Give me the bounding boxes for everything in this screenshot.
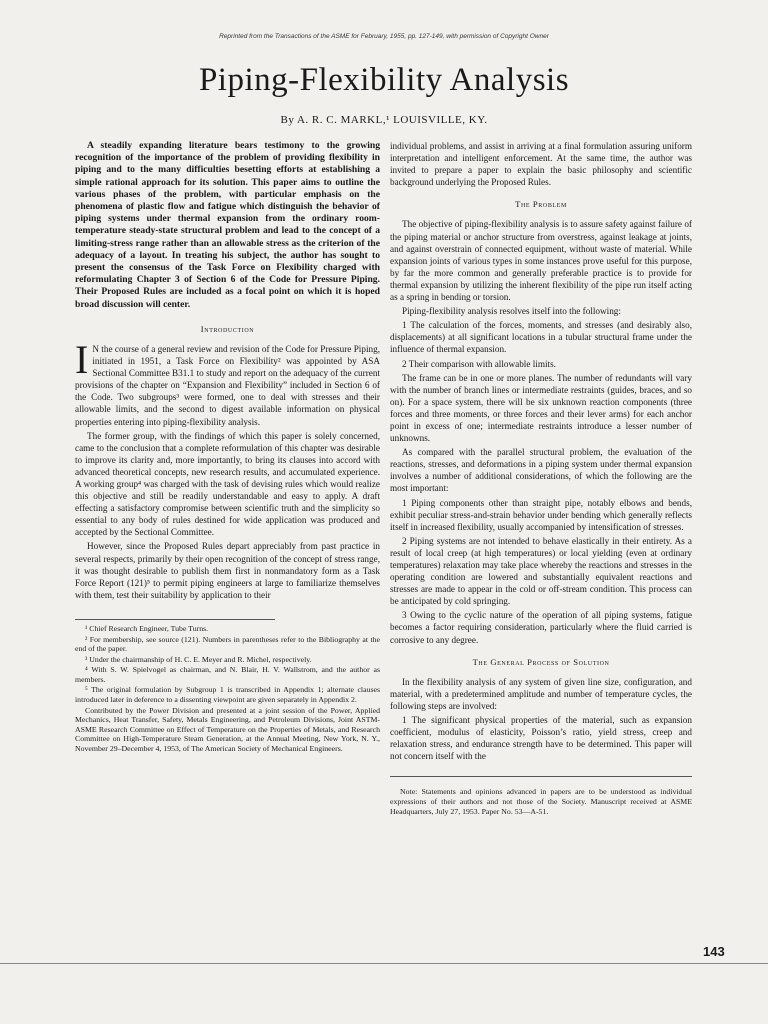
footnote-1: ¹ Chief Research Engineer, Tube Turns.: [85, 623, 209, 633]
consideration-item-2: 2 Piping systems are not intended to behave elastically in their entirety. As a result of local creep (at high temperatures) or local yielding (even at ordinary temperatures) relaxation may take place whereby the reactions and stresses in the operating condition are lowered and substantially equivalent reactions and stresses are made to appear in the cold or off-stream condition. This process can be anticipated by cold springing.: [390, 535, 692, 607]
page-number: 143: [703, 944, 725, 959]
solution-item-1: 1 The significant physical properties of the material, such as expansion coefficient, modulus of elasticity, Poisson’s ratio, yield stress, creep and relaxation stress, and endurance strength have to be determined. This paper will not concern itself with the: [390, 715, 692, 762]
left-column: [75, 140, 380, 755]
footnote-3: ³ Under the chairmanship of H. C. E. Meyer and R. Michel, respectively.: [85, 654, 312, 664]
introduction-heading: Introduction: [200, 323, 255, 334]
footnote-2: ² For membership, see source (121). Numbers in parentheses refer to the Bibliography at the end of the paper.: [75, 634, 380, 654]
intro-paragraph-1: [75, 336, 380, 428]
intro-paragraph-1-text: N the course of a general review and revision of the Code for Pressure Piping, initiated in 1951, a Task Force on Flexibility² was appointed by ASA Sectional Committee B31.1 to study and report on the adequacy of the current provisions of the chapter on “Expansion and Flexibility” included in Section 6 of the Code. Two subgroups³ were formed, one to deal with stresses and their allowable limits, and the second to digest available information on physical properties entering into piping-flexibility analysis.: [75, 343, 380, 427]
problem-paragraph-2: Piping-flexibility analysis resolves itself into the following:: [402, 306, 621, 317]
footnote-rule: [75, 619, 275, 620]
right-column: [390, 140, 692, 819]
author-byline: By A. R. C. MARKL,¹ LOUISVILLE, KY.: [280, 114, 488, 126]
footnote-5: ⁵ The original formulation by Subgroup 1 is transcribed in Appendix 1; alternate clauses introduced later in deference to a dissenting viewpoint are given separately in Appendix 2.: [75, 685, 380, 705]
editorial-note: [390, 776, 692, 816]
solution-paragraph-1: In the flexibility analysis of any system of given line size, configuration, and material, with a predetermined amplitude and number of temperature cycles, the following steps are involved:: [390, 676, 692, 711]
bottom-rule: [0, 963, 768, 964]
problem-item-1: 1 The calculation of the forces, moments, and stresses (and desirably also, displacements) at all significant locations in a tubular structural frame under the influence of thermal expansion.: [390, 320, 692, 355]
problem-paragraph-4: As compared with the parallel structural problem, the evaluation of the reactions, stresses, and deformations in a piping system under thermal expansion involves a number of additional considerations, of which the following are the most important:: [390, 447, 692, 494]
consideration-item-1: 1 Piping components other than straight pipe, notably elbows and bends, exhibit peculiar stress-and-strain behavior under bending which generally reflects itself in increased flexibility, usually accompanied by intensification of stresses.: [390, 497, 692, 532]
problem-paragraph-1: The objective of piping-flexibility analysis is to assure safety against failure of the piping material or anchor structure from overstress, against leakage at joints, and against overstrain of connected equipment, without waste of material. While expansion joints of various types in some instances prove useful for this purpose, by far the more common and generally preferable practice is to provide for thermal expansion by utilizing the inherent flexibility of the pipe run itself acting as a spring in bending or torsion.: [390, 219, 692, 303]
footnote-4: ⁴ With S. W. Spielvogel as chairman, and N. Blair, H. V. Wallstrom, and the author as members.: [75, 665, 380, 684]
note-text: Note: Statements and opinions advanced in papers are to be understood as individual expressions of their authors and not those of the Society. Manuscript received at ASME Headquarters, July 27, 1953. Paper No. 53—A-51.: [390, 787, 692, 816]
intro-paragraph-3: However, since the Proposed Rules depart appreciably from past practice in several respects, primarily by their open recognition of the concept of stress range, it was thought desirable to publish them first in nonmandatory form as a Task Force Report (121)⁵ to permit piping engineers at large to familiarize themselves with them, test their suitability by application to their: [75, 541, 380, 600]
contribution-note: Contributed by the Power Division and presented at a joint session of the Power, Applied Mechanics, Heat Transfer, Safety, Metals Engineering, and Petroleum Divisions, Joint ASTM-ASME Research Committee on Effect of Temperature on the Properties of Metals, and Research Committee on High-Temperature Steam Generation, at the Annual Meeting, New York, N. Y., November 29–December 4, 1953, of The American Society of Mechanical Engineers.: [75, 705, 380, 754]
solution-heading: The General Process of Solution: [472, 656, 610, 667]
problem-heading: The Problem: [515, 199, 567, 210]
problem-item-2: 2 Their comparison with allowable limits.: [402, 358, 556, 369]
paper-title: Piping-Flexibility Analysis: [198, 62, 570, 98]
footnotes: [75, 624, 380, 754]
reprint-note: Reprinted from the Transactions of the ASME for February, 1955, pp. 127-149, with permission of Copyright Owner: [219, 33, 549, 40]
intro-paragraph-2: The former group, with the findings of which this paper is solely concerned, came to the conclusion that a complete reformulation of this chapter was desirable to improve its clarity and, more importantly, to bring its clauses into accord with advanced theoretical concepts, new research results, and accumulated experience. A working group⁴ was charged with the task of devising rules which would realize this objective and still be readily understandable and easy to apply. A draft effecting a satisfactory compromise between scientific truth and the simplicity so essential to any body of rules destined for wide application was produced and accepted by the Sectional Committee.: [75, 430, 380, 538]
abstract: A steadily expanding literature bears testimony to the growing recognition of the importance of the problem of providing flexibility in piping and to the many difficulties besetting efforts at establishing a simple rational approach for its solution. This paper aims to outline the various phases of the problem, with particular emphasis on the phenomena of plastic flow and fatigue which distinguish the behavior of piping systems under thermal expansion from the ordinary room-temperature steady-state structural problem and lead to the concept of a limiting-stress range rather than an allowable stress as the criterion of the adequacy of a layout. In treating his subject, the author has sought to present the consensus of the Task Force on Flexibility charged with reformulating Chapter 3 of Section 6 of the Code for Pressure Piping. Their Proposed Rules are included as a focal point on which it is hoped broad discussion will center.: [75, 140, 380, 310]
continued-paragraph: individual problems, and assist in arriving at a final formulation assuring uniform interpretation and intelligent enforcement. At the same time, the author was invited to prepare a paper to explain the basic philosophy and scientific background underlying the Proposed Rules.: [390, 141, 692, 188]
drop-cap: I: [75, 336, 89, 382]
problem-paragraph-3: The frame can be in one or more planes. The number of redundants will vary with the number of branch lines or intermediate restraints (guides, braces, and so on). For a space system, there will be six unknown reaction components (three forces and three moments, or three forces and their lever arms) for each anchor point in excess of one; intermediate restraints introduce a lesser number of unknowns.: [390, 372, 692, 444]
consideration-item-3: 3 Owing to the cyclic nature of the operation of all piping systems, fatigue becomes a factor requiring consideration, particularly where the fluid carried is corrosive to any degree.: [390, 610, 692, 645]
